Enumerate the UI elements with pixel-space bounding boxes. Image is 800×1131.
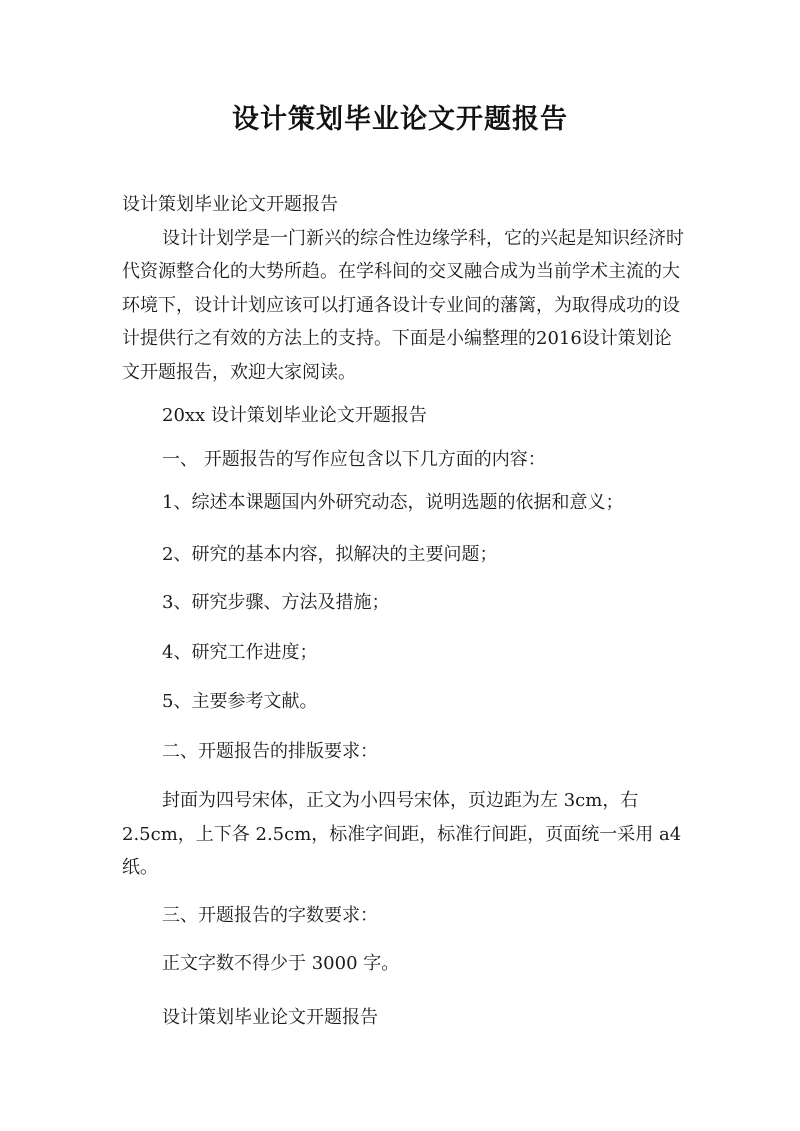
section-2-heading: 二、开题报告的排版要求：: [162, 740, 378, 762]
list-item-3: 3、研究步骤、方法及措施；: [162, 592, 390, 613]
subtitle: 设计策划毕业论文开题报告: [122, 194, 338, 215]
intro-paragraph: 设计计划学是一门新兴的综合性边缘学科，它的兴起是知识经济时代资源整合化的大势所趋。在学科间的交叉融合成为当前学术主流的大环境下，设计计划应该可以打通各设计专业间的藩篱，为取得成功的设计提供行之有效的方法上的支持。下面是小编整理的2016设计策划论文开题报告，欢迎大家阅读。: [122, 227, 684, 383]
list-item-4: 4、研究工作进度；: [162, 641, 318, 663]
heading-20xx: 20xx 设计策划毕业论文开题报告: [162, 405, 427, 426]
document-body: [122, 188, 684, 1034]
list-item-1: 1、综述本课题国内外研究动态，说明选题的依据和意义；: [162, 492, 624, 513]
section-1-heading: 一、 开题报告的写作应包含以下几方面的内容：: [162, 448, 546, 470]
list-item-2: 2、研究的基本内容，拟解决的主要问题；: [162, 543, 498, 565]
document-title: 设计策划毕业论文开题报告: [232, 104, 568, 135]
wordcount-paragraph: 正文字数不得少于 3000 字。: [162, 953, 400, 974]
format-paragraph: 封面为四号宋体，正文为小四号宋体，页边距为左 3cm，右 2.5cm，上下各 2.5cm，标准字间距，标准行间距，页面统一采用 a4 纸。: [122, 790, 682, 878]
list-item-5: 5、主要参考文献。: [162, 691, 318, 712]
footer-heading: 设计策划毕业论文开题报告: [162, 1006, 378, 1028]
section-3-heading: 三、开题报告的字数要求：: [162, 904, 378, 926]
